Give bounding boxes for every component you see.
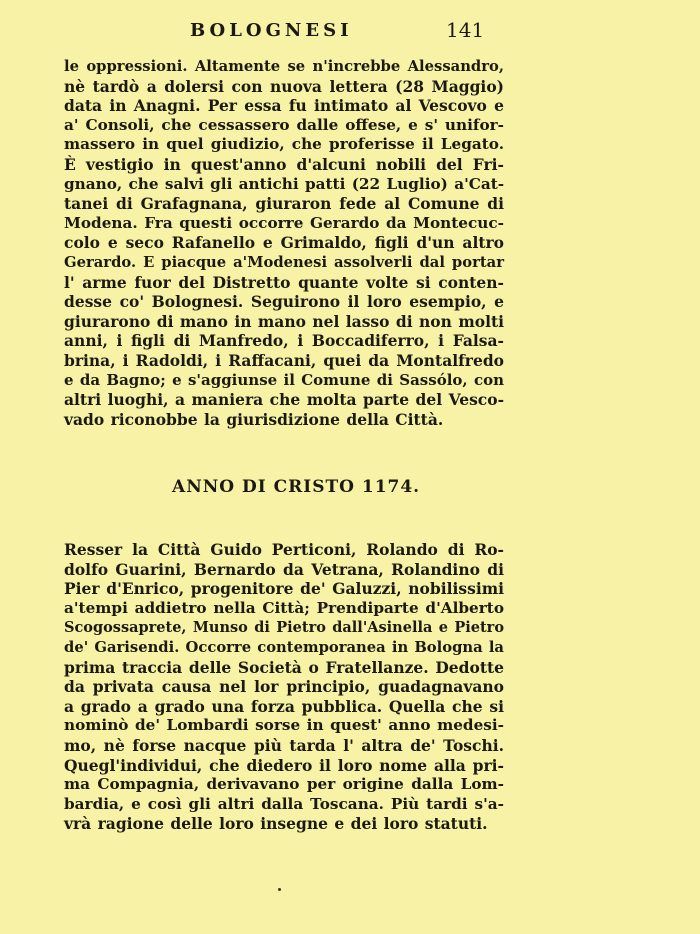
text-line: nominò de' Lombardi sorse in quest' anno medesi- — [64, 716, 504, 735]
text-line: mo, nè forse nacque più tarda l' altra de' Toschi. — [64, 735, 504, 755]
text-line: bardia, e così gli altri dalla Toscana. Più tardi s'a- — [64, 794, 504, 813]
text-line: desse co' Bolognesi. Seguirono il loro esempio, e — [64, 292, 504, 312]
text-line: vado riconobbe la giurisdizione della Città. — [64, 409, 444, 429]
text-line: data in Anagni. Per essa fu intimato al Vescovo e — [64, 96, 504, 116]
paragraph-2 — [64, 540, 504, 834]
text-line: da privata causa nel lor principio, guadagnavano — [64, 677, 504, 697]
text-line: Gerardo. E piacque a'Modenesi assolverli dal portar — [64, 253, 504, 271]
text-line: ma Compagnia, derivavano per origine dalla Lom- — [64, 775, 504, 794]
text-line: a'tempi addietro nella Città; Prendiparte d'Alberto — [64, 598, 504, 617]
paper-speck — [278, 888, 281, 891]
text-line: gnano, che salvi gli antichi patti (22 Luglio) a'Cat- — [64, 174, 505, 193]
running-title: BOLOGNESI — [190, 20, 353, 41]
text-line: dolfo Guarini, Bernardo da Vetrana, Rolandino di — [64, 559, 504, 579]
text-line: l' arme fuor del Distretto quante volte si conten- — [64, 272, 504, 292]
text-line: Scogossaprete, Munso di Pietro dall'Asinella e Pietro — [64, 619, 504, 637]
text-line: le oppressioni. Altamente se n'increbbe Alessandro, — [64, 58, 504, 75]
text-line: altri luoghi, a maniera che molta parte del Vesco- — [64, 390, 504, 410]
text-line: nè tardò a dolersi con nuova lettera (28 Maggio) — [64, 76, 504, 96]
text-line: a' Consoli, che cessassero dalle offese, e s' unifor- — [64, 115, 504, 134]
text-line: vrà ragione delle loro insegne e dei loro statuti. — [64, 814, 488, 834]
text-line: Pier d'Enrico, progenitore de' Galuzzi, nobilissimi — [64, 579, 504, 599]
section-heading: ANNO DI CRISTO 1174. — [172, 477, 421, 497]
text-line: anni, i figli di Manfredo, i Boccadiferro, i Falsa- — [64, 331, 504, 351]
text-line: prima traccia delle Società o Fratellanze. Dedotte — [64, 657, 504, 677]
text-line: brina, i Radoldi, i Raffacani, quei da Montalfredo — [64, 350, 504, 370]
text-line: giurarono di mano in mano nel lasso di non molti — [64, 311, 504, 331]
text-line: È vestigio in quest'anno d'alcuni nobili del Fri- — [64, 154, 504, 174]
text-line: a grado a grado una forza pubblica. Quella che si — [64, 696, 504, 716]
text-line: massero in quel giudizio, che proferisse il Legato. — [64, 135, 504, 154]
text-line: e da Bagno; e s'aggiunse il Comune di Sassólo, con — [64, 370, 504, 389]
text-line: tanei di Grafagnana, giuraron fede al Comune di — [64, 194, 504, 214]
text-line: Resser la Città Guido Perticoni, Rolando di Ro- — [64, 540, 504, 559]
text-line: de' Garisendi. Occorre contemporanea in Bologna la — [64, 638, 504, 656]
page-number: 141 — [446, 18, 485, 42]
text-line: Quegl'individui, che diedero il loro nome alla pri- — [64, 755, 504, 775]
text-line: colo e seco Rafanello e Grimaldo, figli d'un altro — [64, 233, 504, 253]
paragraph-1 — [64, 57, 504, 429]
text-line: Modena. Fra questi occorre Gerardo da Montecuc- — [64, 213, 504, 232]
